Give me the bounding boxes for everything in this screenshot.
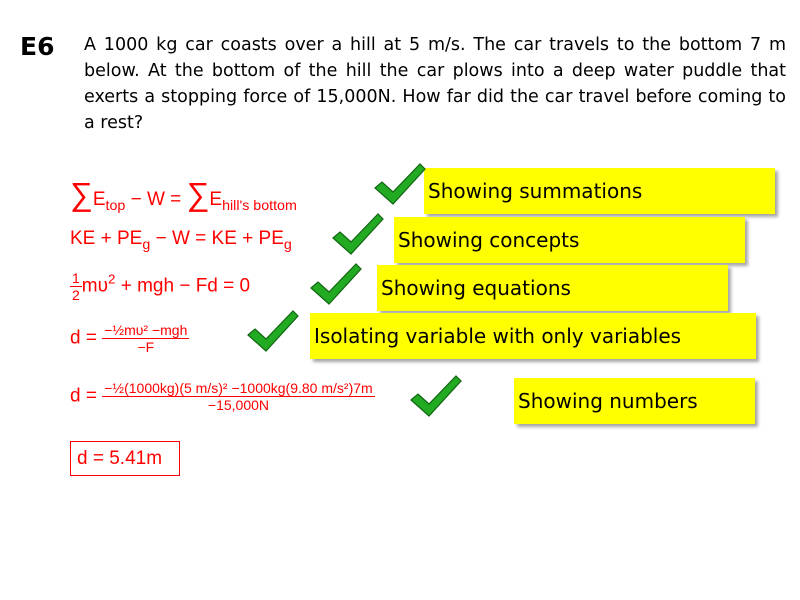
equation-middle: − W = [125, 189, 187, 210]
equation-term: mυ [81, 275, 109, 297]
fraction-denominator: −15,000N [207, 397, 270, 413]
fraction-denominator: 2 [72, 287, 80, 303]
subscript-g: g [283, 236, 292, 253]
equation-rest: + mgh − Fd = 0 [115, 275, 251, 297]
check-icon [408, 372, 464, 420]
equation-middle: − W = KE + PE [150, 228, 284, 249]
fraction [102, 380, 374, 413]
superscript: 2 [108, 271, 116, 287]
energy-symbol: E [92, 189, 106, 210]
check-icon [245, 307, 301, 355]
equation-concepts [70, 228, 292, 253]
subscript-top: top [105, 197, 126, 214]
sigma-symbol: ∑ [186, 176, 210, 212]
fraction [102, 322, 189, 355]
final-answer: d = 5.41m [70, 441, 180, 476]
equation-left: KE + PE [70, 228, 143, 249]
equation-lhs: d = [70, 327, 103, 349]
equation-lhs: d = [70, 385, 103, 407]
note-summations: Showing summations [424, 168, 775, 214]
equation-expanded [70, 270, 250, 303]
check-icon [372, 160, 428, 208]
subscript-hills-bottom: hill's bottom [222, 197, 297, 214]
note-concepts: Showing concepts [394, 217, 745, 263]
note-isolating: Isolating variable with only variables [310, 313, 756, 359]
fraction-numerator: −½mυ² −mgh [104, 322, 188, 338]
sigma-symbol: ∑ [70, 176, 93, 212]
equation-isolated [70, 322, 189, 355]
energy-symbol: E [209, 189, 223, 210]
note-numbers: Showing numbers [514, 378, 755, 424]
problem-statement: A 1000 kg car coasts over a hill at 5 m/s. The car travels to the bottom 7 m below. At the bottom of the hill the car plows into a deep water puddle that exerts a stopping force of 15,000N. How far did the car travel before coming to a rest? [84, 35, 786, 133]
note-equations: Showing equations [377, 265, 728, 311]
equation-summation [70, 178, 297, 214]
fraction-half [70, 270, 82, 303]
fraction-numerator: 1 [72, 270, 80, 286]
subscript-g: g [142, 236, 151, 253]
fraction-denominator: −F [137, 339, 155, 355]
check-icon [330, 210, 386, 258]
problem-label: E6 [20, 32, 55, 61]
fraction-numerator: −½(1000kg)(5 m/s)² −1000kg(9.80 m/s²)7m [104, 380, 373, 396]
equation-numbers [70, 380, 375, 413]
check-icon [308, 260, 364, 308]
